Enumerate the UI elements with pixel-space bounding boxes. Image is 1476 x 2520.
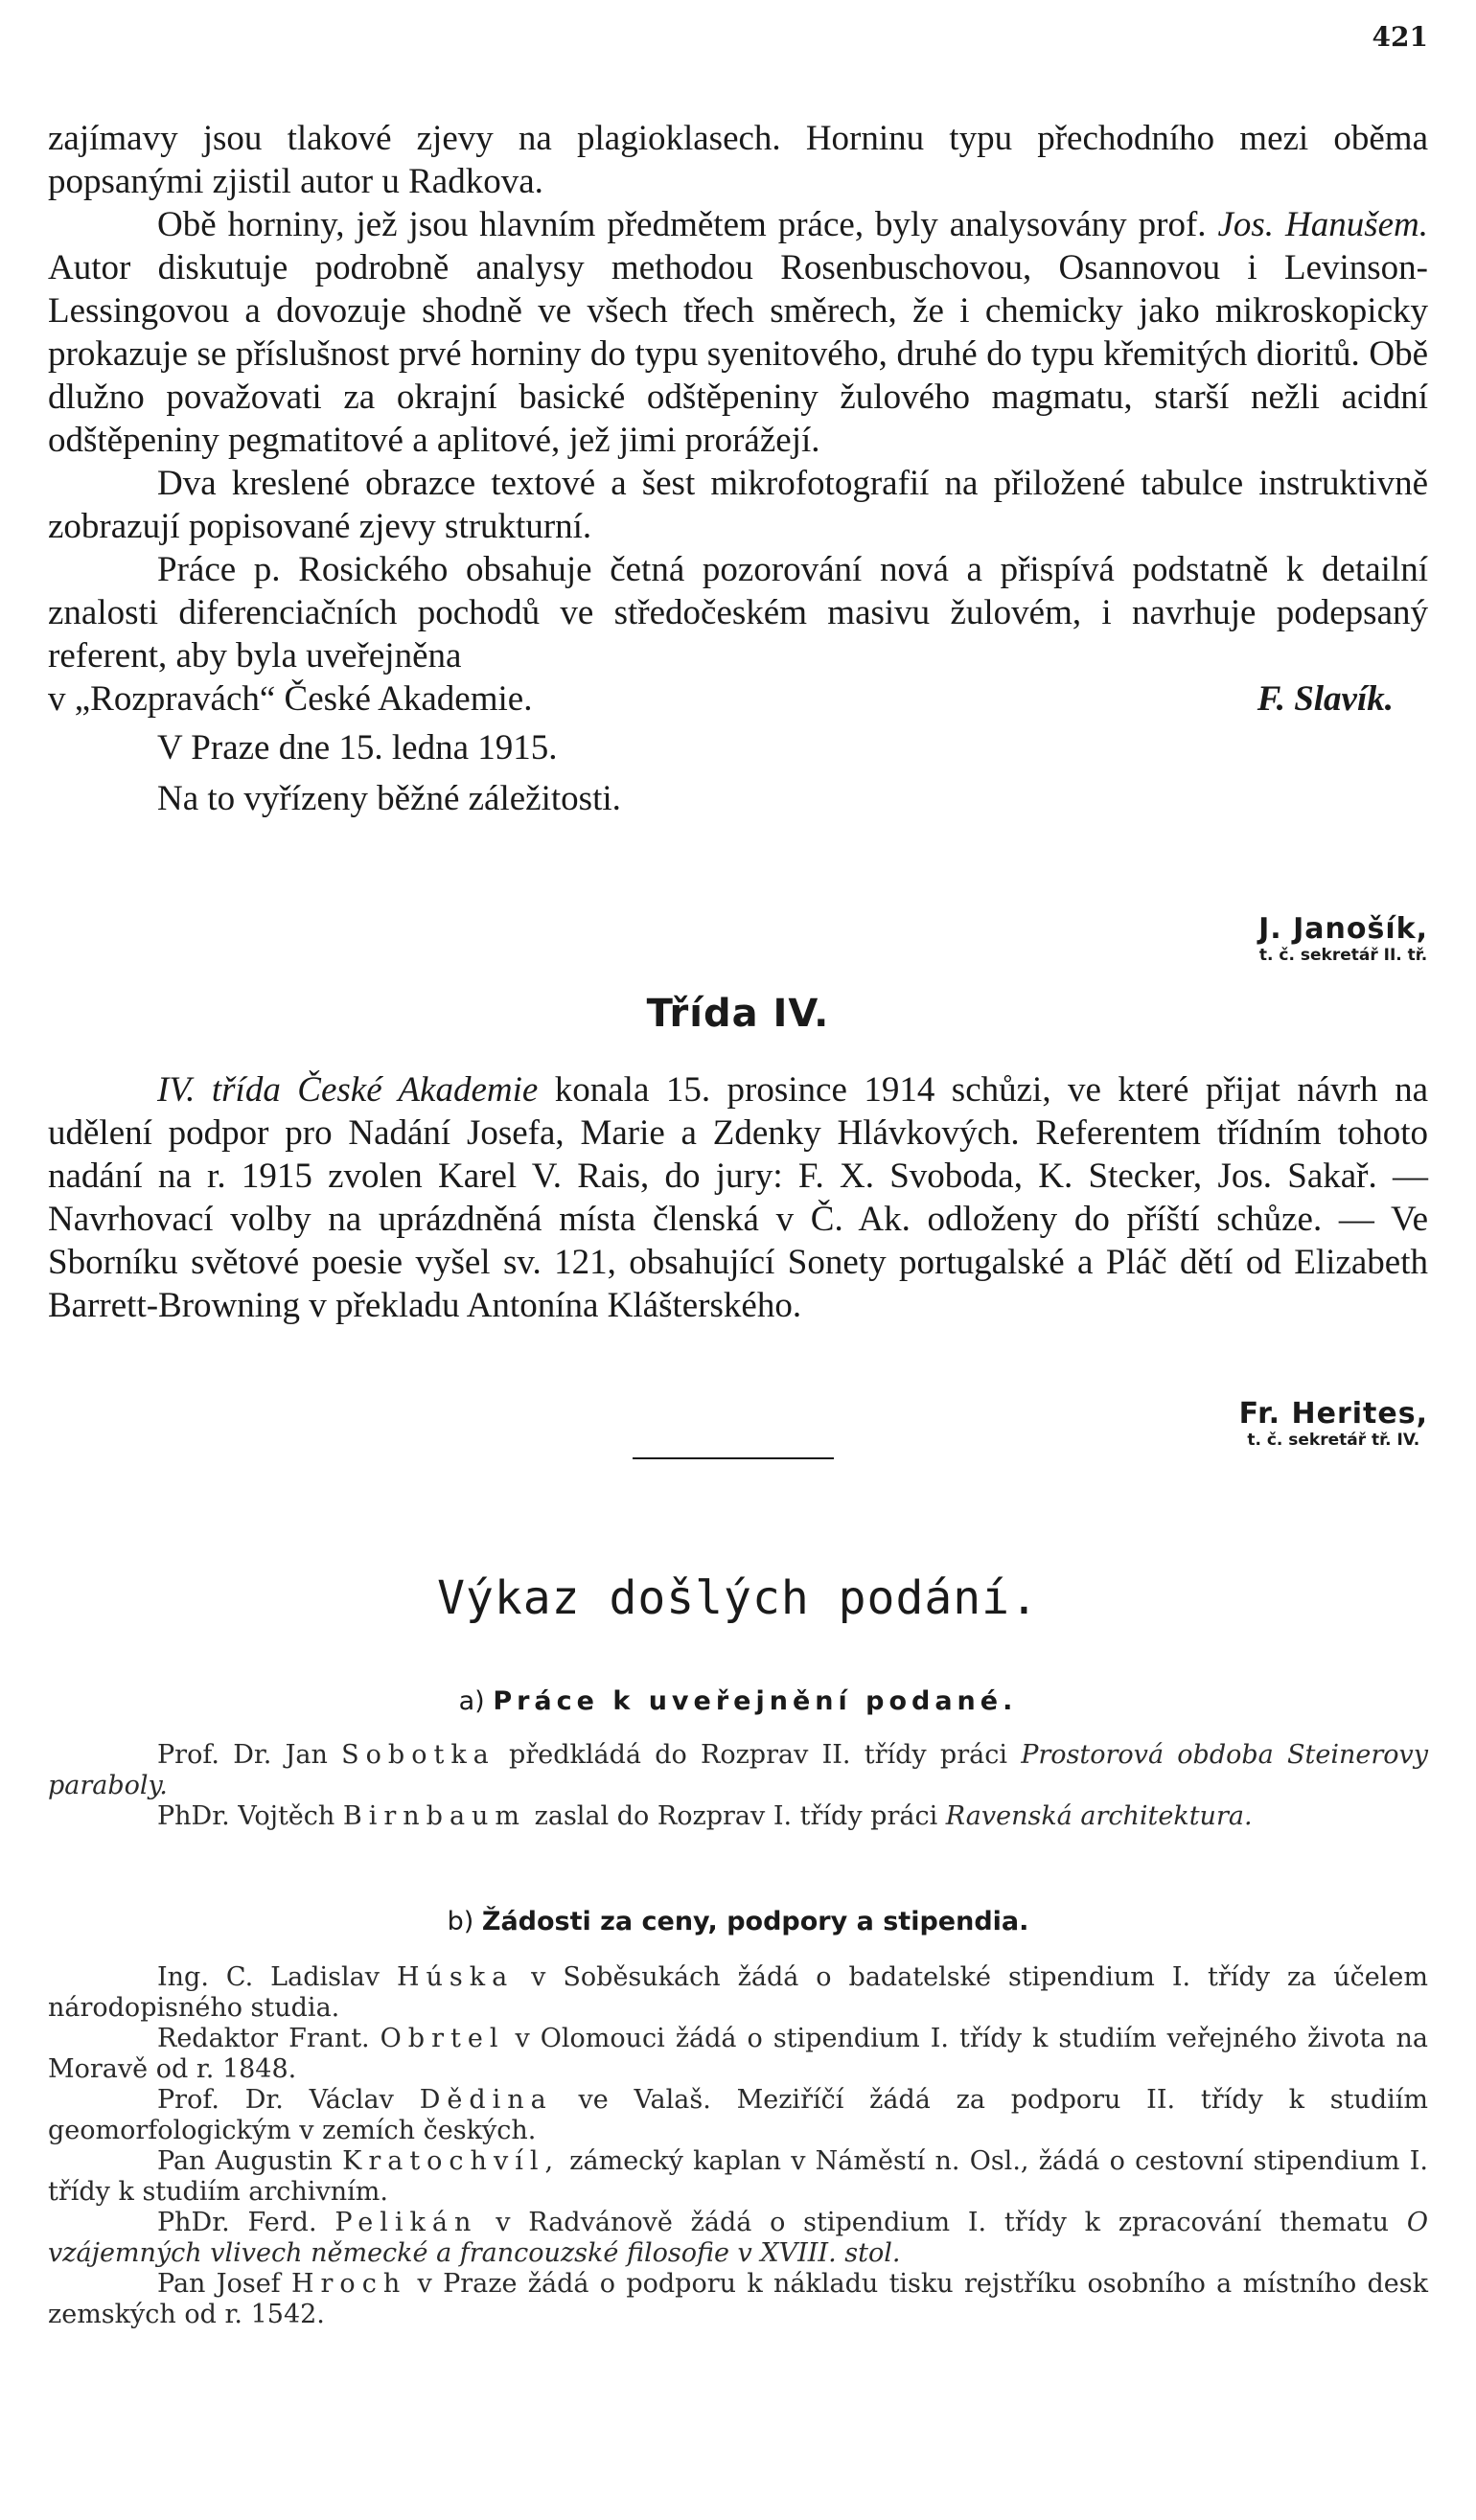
item-text: v Olomouci žádá o stipendium I. třídy k studiím veřejného života na Moravě od r. 1848. [48, 2024, 1428, 2084]
item-text: zaslal do Rozprav I. třídy práci [526, 1801, 946, 1831]
class-iv-paragraph [48, 1068, 1428, 1327]
subheading-b [0, 1907, 1476, 1936]
paragraph-3: Dva kreslené obrazce textové a šest mikrofotografií na přiložené tabulce instruktivně zobrazují popisované zjevy strukturní. [48, 464, 1428, 546]
item-name: Dědina [419, 2085, 553, 2115]
item-text: předkládá do Rozprav II. třídy práci [495, 1740, 1022, 1770]
signature-title: t. č. sekretář tř. IV. [1247, 1431, 1420, 1450]
signature-name: J. Janošík, [1258, 912, 1428, 946]
signature-block-2 [1239, 1397, 1428, 1450]
subheading-letter: b) [447, 1907, 474, 1936]
list-item [48, 1801, 1428, 1832]
list-item [48, 2208, 1428, 2269]
item-name: Kratochvíl, [342, 2146, 561, 2176]
item-prefix: Ing. C. Ladislav [157, 1962, 397, 1992]
paragraph-4: Práce p. Rosického obsahuje četná pozorování nová a přispívá podstatně k detailní znalosti diferenciačních pochodů ve středočeském masivu žulovém, i navrhuje podepsaný referent, aby byla uveřejněna [48, 550, 1428, 676]
item-name: Húska [396, 1962, 515, 1992]
list-item [48, 1740, 1428, 1801]
subheading-letter: a) [458, 1686, 485, 1716]
author-name: Jos. Hanušem. [1217, 205, 1428, 244]
main-heading: Výkaz došlých podání. [437, 1571, 1039, 1625]
item-name: Obrtel [380, 2024, 505, 2053]
item-prefix: PhDr. Ferd. [157, 2208, 335, 2237]
item-text: v Praze žádá o podporu k nákladu tisku rejstříku osobního a místního desk zemských od r. 1542. [48, 2269, 1428, 2329]
item-work-title: O vzájemných vlivech německé a francouzské filosofie v XVIII. stol. [48, 2208, 1428, 2268]
paragraph-2-start: Obě horniny, jež jsou hlavním předmětem práce, byly analysovány prof. [157, 205, 1218, 244]
page-number: 421 [1372, 21, 1428, 53]
item-name: Sobotka [341, 1740, 496, 1770]
closing-line: Na to vyřízeny běžné záležitosti. [157, 779, 621, 818]
item-work-title: Prostorová obdoba Steinerovy paraboly. [48, 1740, 1428, 1800]
subheading-title: Žádosti za ceny, podpory a stipendia. [481, 1907, 1029, 1936]
list-submitted-works [48, 1740, 1428, 1832]
paragraph-1: zajímavy jsou tlakové zjevy na plagioklasech. Horninu typu přechodního mezi oběma popsanými zjistil autor u Radkova. [48, 119, 1428, 201]
subheading-title: Práce k uveřejnění podané. [493, 1686, 1018, 1716]
item-prefix: Pan Augustin [157, 2146, 343, 2176]
item-prefix: Prof. Dr. Václav [157, 2085, 420, 2115]
item-prefix: Redaktor Frant. [157, 2024, 381, 2053]
signature-block-1 [1258, 912, 1428, 965]
list-item [48, 2269, 1428, 2330]
item-text: ve Valaš. Meziříčí žádá za podporu II. třídy k studiím geomorfologickým v zemích českých. [48, 2085, 1428, 2145]
paragraph-4-end [48, 677, 1428, 721]
paragraph-2 [48, 203, 1428, 462]
section-report [48, 117, 1428, 820]
item-text: v Soběsukách žádá o badatelské stipendium I. třídy za účelem národopisného studia. [48, 1962, 1428, 2023]
section-class-iv [48, 1068, 1428, 1327]
class-heading: Třída IV. [646, 992, 830, 1036]
class-iv-lead: IV. třída České Akademie [157, 1070, 539, 1110]
list-item [48, 2024, 1428, 2085]
list-item [48, 2085, 1428, 2146]
subheading-a [0, 1686, 1476, 1716]
item-text: zámecký kaplan v Náměstí n. Osl., žádá o cestovní stipendium I. třídy k studiím archivním. [48, 2146, 1428, 2207]
item-name: Pelikán [334, 2208, 478, 2237]
list-requests [48, 1962, 1428, 2330]
signature-title: t. č. sekretář II. tř. [1258, 946, 1428, 965]
item-prefix: Prof. Dr. Jan [157, 1740, 342, 1770]
list-item [48, 1962, 1428, 2024]
section-divider [633, 1457, 834, 1459]
list-item [48, 2146, 1428, 2208]
paragraph-4-last-line: v „Rozpravách“ České Akademie. [48, 679, 533, 719]
paragraph-2-rest: Autor diskutuje podrobně analysy methodou Rosenbuschovou, Osannovou i Levinson-Lessingovou a dovozuje shodně ve všech třech směrech, že i chemicky jako mikroskopicky prokazuje se příslušnost prvé horniny do typu syenitového, druhé do typu křemitých dioritů. Obě dlužno považovati za okrajní basické odštěpeniny žulového magmatu, starší nežli acidní odštěpeniny pegmatitové a aplitové, jež jimi prorážejí. [48, 248, 1428, 460]
signature-name: Fr. Herites, [1238, 1397, 1428, 1431]
item-name: Birnbaum [342, 1801, 527, 1831]
item-prefix: Pan Josef [157, 2269, 291, 2299]
class-iv-text: konala 15. prosince 1914 schůzi, ve které přijat návrh na udělení podpor pro Nadání Josefa, Marie a Zdenky Hlávkových. Referentem třídním tohoto nadání na r. 1915 zvolen Karel V. Rais, do jury: F. X. Svoboda, K. Stecker, Jos. Sakař. — Navrhovací volby na uprázdněná místa členská v Č. Ak. odloženy do příští schůze. — Ve Sborníku světové poesie vyšel sv. 121, obsahující Sonety portugalské a Pláč dětí od Elizabeth Barrett-Browning v překladu Antonína Klášterského. [48, 1070, 1428, 1325]
item-text: v Radvánově žádá o stipendium I. třídy k zpracování thematu [477, 2208, 1407, 2237]
item-prefix: PhDr. Vojtěch [157, 1801, 343, 1831]
referee-signature: F. Slavík. [1257, 679, 1394, 719]
item-work-title: Ravenská architektura. [945, 1801, 1253, 1831]
item-name: Hroch [290, 2269, 407, 2299]
date-line: V Praze dne 15. ledna 1915. [157, 728, 558, 767]
